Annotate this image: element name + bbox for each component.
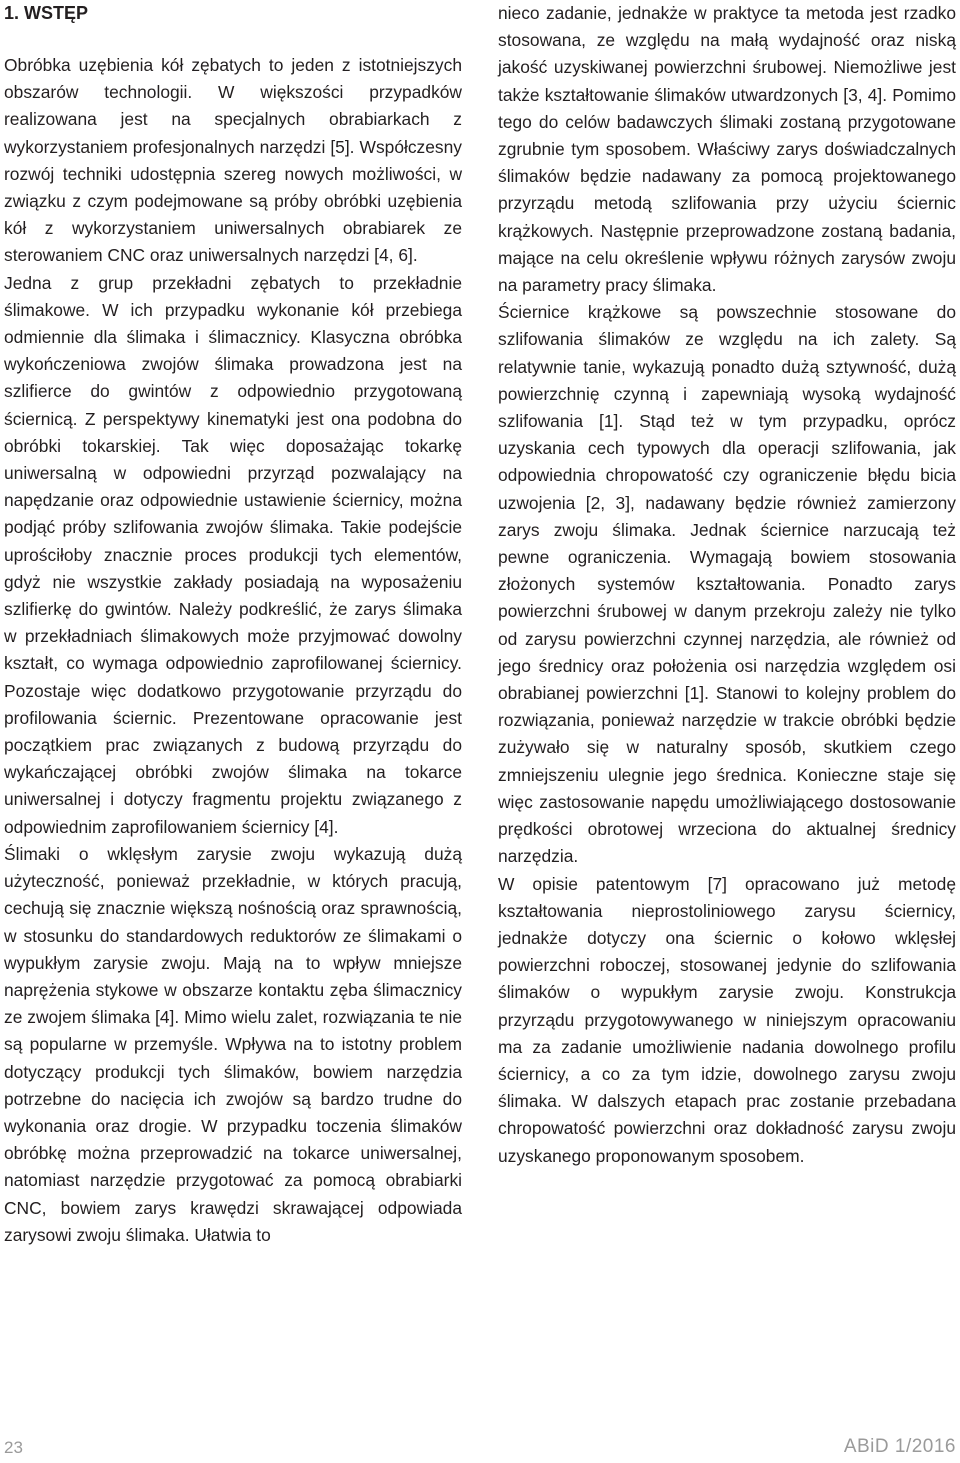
paragraph: Ściernice krążkowe są powszechnie stosowane do szlifowania ślimaków ze względu na ich zalety. Są relatywnie tanie, wykazują ponadto dużą sztywność, dużą powierzchnię czynną i zapewniają wysoką wydajność szlifowania [1]. Stąd też w tym przypadku, oprócz uzyskania cech typowych dla operacji szlifowania, jak odpowiednia chropowatość czy ograniczenie błędu bicia uzwojenia [2, 3], nadawany będzie również zamierzony zarys zwoju ślimaka. Jednak ściernice narzucają też pewne ograniczenia. Wymagają bowiem stosowania złożonych systemów kształtowania. Ponadto zarys powierzchni śrubowej w danym przekroju zależy nie tylko od zarysu powierzchni czynnej narzędzia, ale również od jego średnicy oraz położenia osi narzędzia względem osi obrabianej powierzchni [1]. Stanowi to kolejny problem do rozwiązania, ponieważ narzędzie w trakcie obróbki będzie zużywało się w naturalny sposób, skutkiem czego zmniejszeniu ulegnie jego średnica. Konieczne staje się więc zastosowanie napędu umożliwiającego dostosowanie prędkości obrotowej wrzeciona do aktualnej średnicy narzędzia. <box>498 302 956 867</box>
paragraph: Jedna z grup przekładni zębatych to przekładnie ślimakowe. W ich przypadku wykonanie kół przebiega odmiennie dla ślimaka i ślimacznicy. Klasyczna obróbka wykończeniowa zwojów ślimaka prowadzona jest na szlifierce do gwintów z odpowiednio przygotowaną ściernicą. Z perspektywy kinematyki jest ona podobna do obróbki tokarskiej. Tak więc doposażając tokarkę uniwersalną w odpowiedni przyrząd pozwalający na napędzanie oraz odpowiednie ustawienie ściernicy, można podjąć próby szlifowania zwojów ślimaka. Takie podejście uprościłoby znacznie proces produkcji tych elementów, gdyż nie wszystkie zakłady posiadają na wyposażeniu szlifierkę do gwintów. Należy podkreślić, że zarys ślimaka w przekładniach ślimakowych może przyjmować dowolny kształt, co wymaga odpowiednio zaprofilowanej ściernicy. Pozostaje więc dodatkowo przygotowanie przyrządu do profilowania ściernic. Prezentowane opracowanie jest początkiem prac związanych z budową przyrządu do wykańczającej obróbki zwojów ślimaka na tokarce uniwersalnej i dotyczy fragmentu projektu związanego z odpowiednim zaprofilowaniem ściernicy [4]. <box>4 272 462 837</box>
section-heading: 1. WSTĘP <box>4 3 89 23</box>
paragraph: Obróbka uzębienia kół zębatych to jeden z istotniejszych obszarów technologii. W większości przypadków realizowana jest na specjalnych obrabiarkach z wykorzystaniem profesjonalnych narzędzi [5]. Współczesny rozwój techniki udostępnia szereg nowych możliwości, w związku z czym podejmowane są próby obróbki uzębienia kół z wykorzystaniem uniwersalnych obrabiarek ze sterowaniem CNC oraz uniwersalnych narzędzi [4, 6]. <box>4 55 462 266</box>
right-column <box>498 0 956 1170</box>
paragraph: nieco zadanie, jednakże w praktyce ta metoda jest rzadko stosowana, ze względu na małą wydajność oraz niską jakość uzyskiwanej powierzchni śrubowej. Niemożliwe jest także kształtowanie ślimaków utwardzonych [3, 4]. Pomimo tego do celów badawczych ślimaki zostaną przygotowane zgrubnie tym sposobem. Właściwy zarys doświadczalnych ślimaków będzie nadawany za pomocą projektowanego przyrządu metodą szlifowania przy użyciu ściernic krążkowych. Następnie przeprowadzone zostaną badania, mające na celu określenie wpływu różnych zarysów zwoju na parametry pracy ślimaka. <box>498 3 956 296</box>
left-column <box>4 0 462 1249</box>
paragraph: W opisie patentowym [7] opracowano już metodę kształtowania nieprostoliniowego zarysu ściernicy, jednakże dotyczy ona ściernic o kołowo wklęsłej powierzchni roboczej, stosowanej jedynie do szlifowania ślimaków o wypukłym zarysie zwoju. Konstrukcja przyrządu przygotowywanego w niniejszym opracowaniu ma za zadanie umożliwienie nadania dowolnego profilu ściernicy, a co za tym idzie, dowolnego zarysu zwoju ślimaka. W dalszych etapach prac zostanie przebadana chropowatość powierzchni oraz dokładność zarysu zwoju uzyskanego proponowanym sposobem. <box>498 873 956 1166</box>
page-number: 23 <box>4 1438 23 1457</box>
journal-issue: ABiD 1/2016 <box>843 1436 956 1457</box>
paragraph: Ślimaki o wklęsłym zarysie zwoju wykazują dużą użyteczność, ponieważ przekładnie, w których pracują, cechują się znacznie większą nośnością oraz sprawnością, w stosunku do standardowych reduktorów ze ślimakami o wypukłym zarysie zwoju. Mają na to wpływ mniejsze naprężenia stykowe w obszarze kontaktu zęba ślimacznicy ze zwojem ślimaka [4]. Mimo wielu zalet, rozwiązania te nie są popularne w przemyśle. Wpływa na to istotny problem dotyczący produkcji tych ślimaków, bowiem narzędzia potrzebne do nacięcia ich zwojów są bardzo trudne do wykonania oraz drogie. W przypadku toczenia ślimaków obróbkę można przeprowadzić na tokarce uniwersalnej, natomiast narzędzie przygotować za pomocą obrabiarki CNC, bowiem zarys krawędzi skrawającej odpowiada zarysowi zwoju ślimaka. Ułatwia to <box>4 843 462 1245</box>
